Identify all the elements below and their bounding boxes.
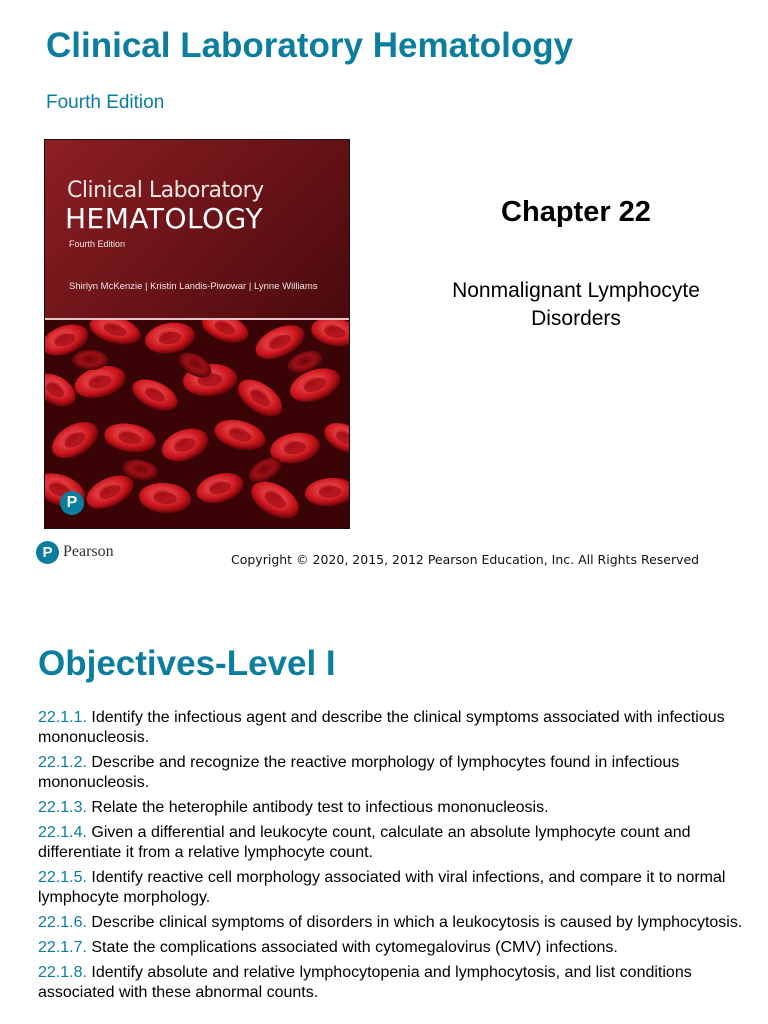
pearson-logo-icon: P xyxy=(36,541,59,564)
objective-number: 22.1.2. xyxy=(38,754,87,771)
chapter-number: Chapter 22 xyxy=(501,196,651,228)
objectives-list xyxy=(38,708,748,1008)
objective-item xyxy=(38,708,748,748)
cover-title-line2: HEMATOLOGY xyxy=(65,202,264,235)
objective-number: 22.1.4. xyxy=(38,824,87,841)
cover-header xyxy=(45,140,349,318)
objectives-slide xyxy=(0,600,768,1024)
chapter-title: Nonmalignant Lymphocyte Disorders xyxy=(452,279,700,330)
objective-item xyxy=(38,938,748,958)
objective-text: Relate the heterophile antibody test to infectious mononucleosis. xyxy=(86,799,549,816)
objectives-title: Objectives-Level I xyxy=(38,644,336,683)
publisher-name: Pearson xyxy=(63,543,114,560)
objective-item xyxy=(38,963,748,1003)
red-blood-cell xyxy=(72,350,108,370)
blood-cells-svg xyxy=(45,320,350,529)
objective-text: State the complications associated with cytomegalovirus (CMV) infections. xyxy=(86,939,618,956)
objective-item xyxy=(38,753,748,793)
objective-text: Identify absolute and relative lymphocytopenia and lymphocytosis, and list conditions associated with these abnormal counts. xyxy=(38,964,692,1001)
pearson-p-icon: P xyxy=(60,491,84,515)
objective-text: Describe clinical symptoms of disorders in which a leukocytosis is caused by lymphocytosis. xyxy=(86,914,743,931)
objective-item xyxy=(38,798,748,818)
objective-number: 22.1.3. xyxy=(38,799,87,816)
objective-item xyxy=(38,913,748,933)
book-title: Clinical Laboratory Hematology xyxy=(46,26,574,65)
book-edition: Fourth Edition xyxy=(46,92,165,113)
cover-authors: Shirlyn McKenzie | Kristin Landis-Piwowar | Lynne Williams xyxy=(69,281,318,292)
objective-number: 22.1.1. xyxy=(38,709,87,726)
objective-text: Identify the infectious agent and describe the clinical symptoms associated with infectious mononucleosis. xyxy=(38,709,725,746)
book-cover-image xyxy=(44,139,350,529)
cover-edition: Fourth Edition xyxy=(69,239,126,249)
objective-item xyxy=(38,823,748,863)
cover-title-line1: Clinical Laboratory xyxy=(67,178,264,203)
objective-text: Identify reactive cell morphology associated with viral infections, and compare it to normal lymphocyte morphology. xyxy=(38,869,726,906)
objective-number: 22.1.7. xyxy=(38,939,87,956)
red-blood-cells-illustration xyxy=(45,320,349,529)
copyright-notice: Copyright © 2020, 2015, 2012 Pearson Education, Inc. All Rights Reserved xyxy=(231,552,700,567)
objective-text: Given a differential and leukocyte count, calculate an absolute lymphocyte count and differentiate it from a relative lymphocyte count. xyxy=(38,824,691,861)
objective-number: 22.1.6. xyxy=(38,914,87,931)
objective-number: 22.1.8. xyxy=(38,964,87,981)
objective-text: Describe and recognize the reactive morphology of lymphocytes found in infectious mononucleosis. xyxy=(38,754,680,791)
publisher-logo xyxy=(36,540,114,564)
objective-item xyxy=(38,868,748,908)
objective-number: 22.1.5. xyxy=(38,869,87,886)
